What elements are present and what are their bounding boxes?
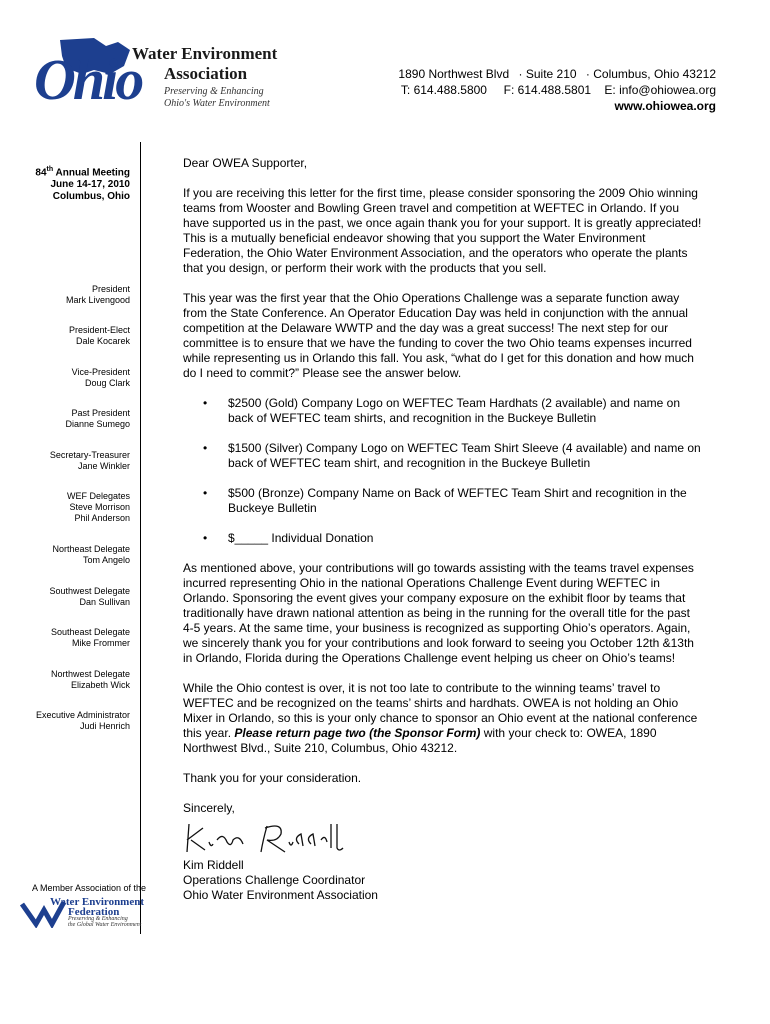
officer-president: President Mark Livengood	[65, 284, 130, 305]
paragraph-1: If you are receiving this letter for the first time, please consider sponsoring the 2009 Ohio winning teams from Wooster and Bowling Green travel and competition at WEFTEC in Orlando. If you have supported us in the past, we once again thank you for your support. It is greatly appreciated! This is a mutually beneficial endeavor showing that you support the Water Environment Federation, the Ohio Water Environment Association, and the operators who operate the plants that you design, or perform their work with the products that you sell.	[183, 186, 702, 275]
letter-body	[183, 156, 703, 903]
meeting-title: 84th Annual Meeting	[35, 166, 130, 179]
signature	[183, 818, 703, 856]
signer-organization: Ohio Water Environment Association	[183, 888, 378, 902]
signature-scribble	[183, 818, 353, 856]
list-item: • $_____ Individual Donation	[183, 531, 703, 546]
officer-northwest-delegate: Northwest Delegate Elizabeth Wick	[50, 669, 130, 690]
logo-org-line1: Water Environment	[132, 44, 278, 63]
officer-northeast-delegate: Northeast Delegate Tom Angelo	[52, 544, 130, 565]
logo-tagline-line2: Ohio's Water Environment	[164, 98, 270, 109]
email-link[interactable]: E: info@ohiowea.org	[604, 83, 716, 97]
city: Columbus, Ohio 43212	[593, 67, 716, 81]
sidebar-divider	[140, 142, 141, 934]
logo-org-line2: Association	[164, 64, 248, 83]
list-item: • $500 (Bronze) Company Name on Back of WEFTEC Team Shirt and recognition in the Buckeye Bulletin	[183, 486, 703, 516]
address-line-1	[398, 66, 716, 82]
list-item: • $2500 (Gold) Company Logo on WEFTEC Team Hardhats (2 available) and name on back of WEFTEC team shirts, and recognition in the Buckeye Bulletin	[183, 396, 703, 426]
street: 1890 Northwest Blvd	[398, 67, 510, 81]
signer-title: Operations Challenge Coordinator	[183, 873, 366, 887]
signer-name: Kim Riddell	[183, 858, 244, 872]
fax: F: 614.488.5801	[503, 83, 592, 97]
phone: T: 614.488.5800	[400, 83, 487, 97]
wef-logo	[20, 896, 145, 932]
officer-president-elect: President-Elect Dale Kocarek	[68, 325, 130, 346]
suite: Suite 210	[525, 67, 577, 81]
wef-logo-tagline1: Preserving & Enhancing	[68, 916, 128, 922]
officer-southwest-delegate: Southwest Delegate Dan Sullivan	[49, 586, 130, 607]
closing: Sincerely,	[183, 801, 235, 815]
website-link[interactable]: www.ohiowea.org	[614, 99, 716, 113]
thanks-line: Thank you for your consideration.	[183, 771, 362, 785]
annual-meeting-block	[35, 164, 130, 203]
meeting-dates: June 14-17, 2010	[50, 179, 130, 191]
list-item: • $1500 (Silver) Company Logo on WEFTEC Team Shirt Sleeve (4 available) and name on back of WEFTEC team shirt, and recognition in the Buckeye Bulletin	[183, 441, 703, 471]
officer-secretary-treasurer: Secretary-Treasurer Jane Winkler	[49, 450, 130, 471]
wef-logo-tagline2: the Global Water Environment	[68, 922, 142, 928]
officer-vice-president: Vice-President Doug Clark	[71, 367, 130, 388]
owea-logo	[34, 36, 278, 126]
wef-logo-line1: Water Environment	[50, 896, 145, 908]
sponsor-form-emphasis: Please return page two (the Sponsor Form)	[234, 726, 481, 740]
separator: ·	[585, 67, 590, 81]
paragraph-4: While the Ohio contest is over, it is not too late to contribute to the winning teams’ travel to WEFTEC and be recognized on the teams’ shirts and hardhats. OWEA is not holding an Ohio Mixer in Orlando, so this is your only chance to sponsor an Ohio event at the national conference this year. Please return page two (the Sponsor Form) with your check to: OWEA, 1890 Northwest Blvd., Suite 210, Columbus, Ohio 43212.	[183, 681, 698, 755]
logo-word: Ohio	[34, 47, 142, 112]
officer-past-president: Past President Dianne Sumego	[65, 408, 130, 429]
paragraph-3: As mentioned above, your contributions will go towards assisting with the teams travel expenses incurred representing Ohio in the national Operations Challenge Event during WEFTEC in Orlando. Sponsoring the event gives your company exposure on the exhibit floor by teams that traditionally have drawn national attention as being in the running for the overall title for the past 4-5 years. At the same time, your business is recognized as supporting Ohio’s operators. Again, we sincerely thank you for your contributions and look forward to seeing you October 12th &13th in Orlando, Florida during the Operations Challenge event helping us cheer on Ohio’s teams!	[183, 561, 694, 665]
signer-block	[183, 858, 703, 903]
address-line-2	[398, 82, 716, 98]
paragraph-2: This year was the first year that the Ohio Operations Challenge was a separate function away from the State Conference. An Operator Education Day was held in conjunction with the annual competition at the Delaware WWTP and the day was a great success! The next step for our committee is to ensure that we have the funding to cover the two Ohio teams expenses incurred while representing us in Orlando this fall. You ask, “what do I get for this donation and how much do I need to commit?” Please see the answer below.	[183, 291, 694, 380]
salutation: Dear OWEA Supporter,	[183, 156, 308, 170]
wef-logo-line2: Federation	[68, 906, 120, 918]
address-block	[398, 66, 716, 114]
logo-tagline-line1: Preserving & Enhancing	[164, 86, 264, 97]
meeting-location: Columbus, Ohio	[52, 191, 130, 203]
separator: ·	[518, 67, 523, 81]
officer-southeast-delegate: Southeast Delegate Mike Frommer	[50, 627, 130, 648]
sponsorship-list	[183, 396, 703, 546]
officer-wef-delegates: WEF Delegates Steve Morrison Phil Anderson	[66, 491, 130, 523]
member-caption: A Member Association of the	[32, 883, 147, 893]
officer-executive-administrator: Executive Administrator Judi Henrich	[35, 710, 130, 731]
